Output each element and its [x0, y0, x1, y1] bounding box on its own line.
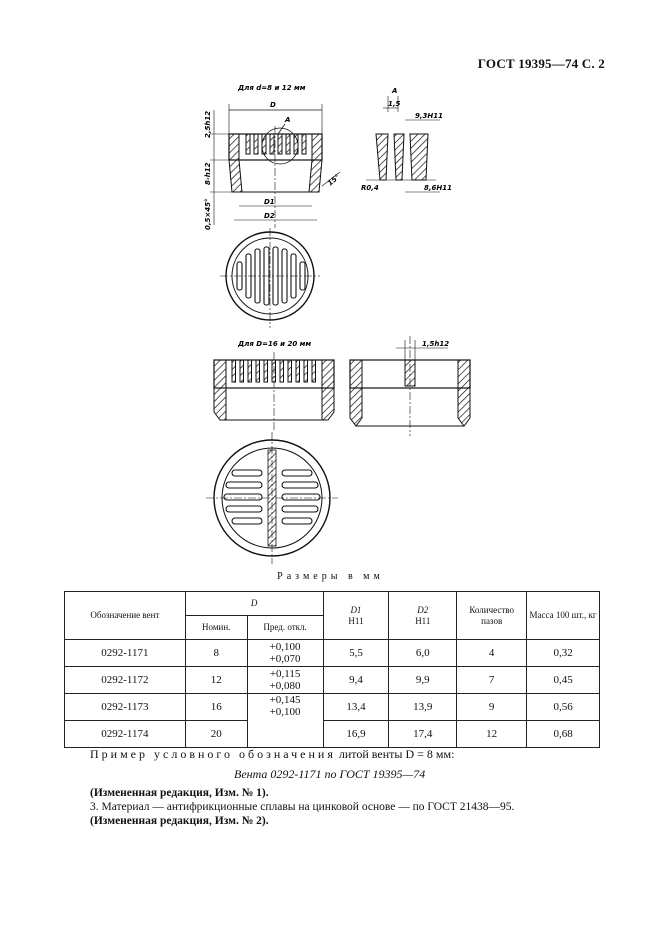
large-vent-side-section [350, 336, 470, 436]
header-nominal: Номин. [185, 616, 247, 640]
dimensions-table [64, 591, 600, 748]
header-count: Количество пазов [457, 592, 527, 640]
revision-note-1: (Измененная редакция, Изм. № 1). [90, 787, 269, 799]
material-note: 3. Материал — антифрикционные сплавы на цинковой основе — по ГОСТ 21438—95. [90, 801, 515, 813]
dim-D: D [270, 101, 276, 109]
table-row: 0292-1171 8 +0,100 +0,070 5,5 6,0 4 0,32 [65, 640, 600, 667]
header-D1: D1 H11 [323, 592, 389, 640]
large-vent-section [214, 352, 334, 430]
detail-A-label: А [392, 87, 398, 95]
small-vent-top-view [220, 228, 320, 328]
header-designation: Обозначение вент [65, 592, 186, 640]
label-small-vent: Для d=8 и 12 мм [238, 84, 306, 92]
dim-slot-bottom: 8,6H11 [424, 184, 452, 192]
table-row: 0292-1174 20 16,9 17,4 12 0,68 [65, 721, 600, 748]
dim-height: 8-h12 [204, 162, 212, 185]
label-large-vent: Для D=16 и 20 мм [238, 340, 312, 348]
designation-example: Пример условного обозначения литой венты D = 8 мм: [90, 747, 455, 761]
header-mass: Масса 100 шт., кг [527, 592, 600, 640]
header-D: D [185, 592, 323, 616]
header-tolerance: Пред. откл. [247, 616, 323, 640]
dim-D1: D1 [264, 198, 275, 206]
table-row: 0292-1173 16 +0,145 +0,100 13,4 13,9 9 0,56 [65, 694, 600, 721]
dim-angle: 15° [326, 172, 342, 188]
page-header: ГОСТ 19395—74 С. 2 [477, 56, 605, 71]
table-row: 0292-1172 12 +0,115 +0,080 9,4 9,9 7 0,45 [65, 667, 600, 694]
designation-text: Вента 0292-1171 по ГОСТ 19395—74 [234, 767, 426, 781]
header-D2: D2 H11 [389, 592, 457, 640]
table-caption: Размеры в мм [277, 571, 384, 582]
dim-D2: D2 [264, 212, 275, 220]
small-vent-section [204, 84, 341, 230]
view-A-label: А [285, 116, 291, 124]
detail-A [361, 87, 452, 192]
dim-chamfer: 0,5×45° [204, 198, 212, 230]
dim-radius: R0,4 [361, 184, 379, 192]
dim-slot-large: 1,5h12 [422, 340, 450, 348]
dim-h12: 2,5h12 [204, 110, 212, 138]
dim-slot-top: 9,3H11 [415, 112, 443, 120]
dim-width: 1,5 [388, 100, 401, 108]
large-vent-top-view [206, 432, 338, 564]
revision-note-2: (Измененная редакция, Изм. № 2). [90, 815, 269, 827]
